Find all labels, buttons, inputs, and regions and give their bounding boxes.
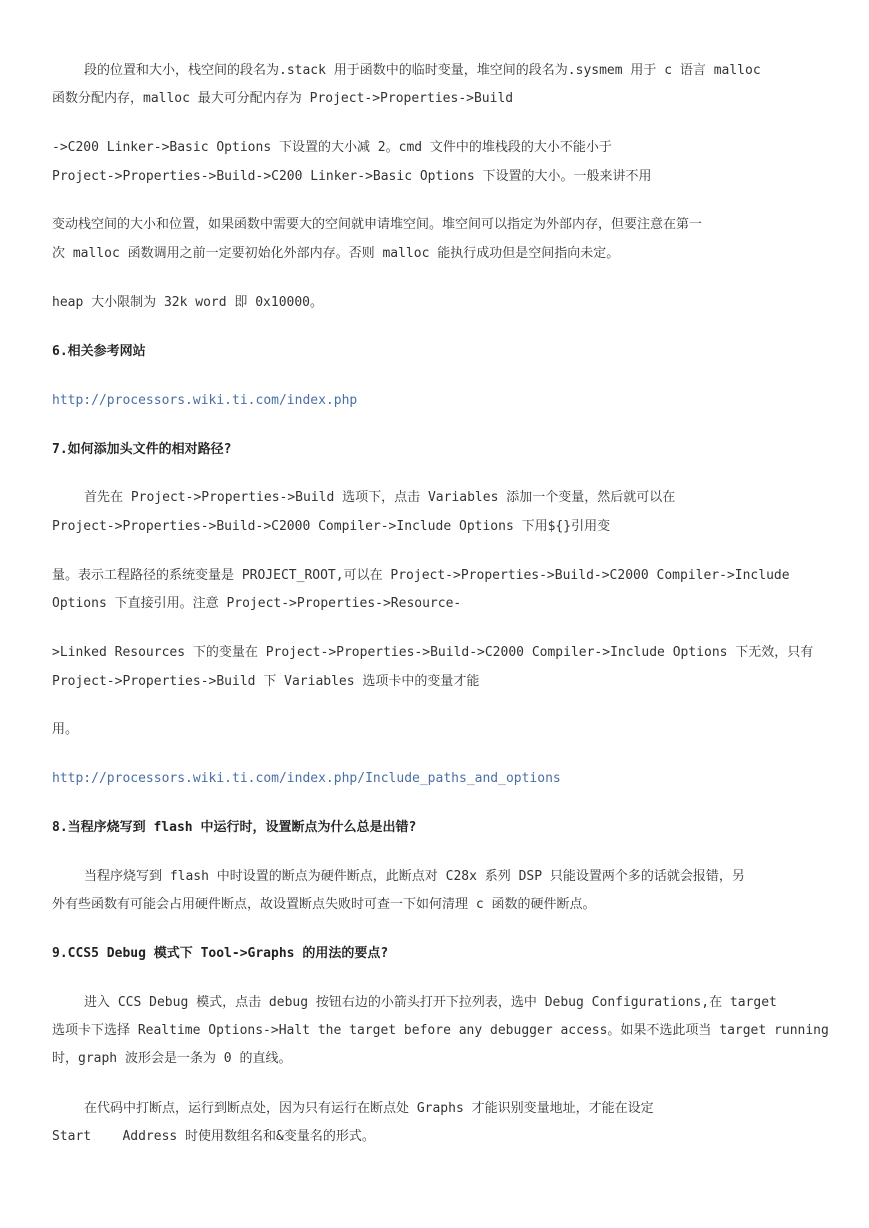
paragraph-line: 函数分配内存，malloc 最大可分配内存为 Project->Properties->Build <box>52 91 514 106</box>
paragraph-line: 量。表示工程路径的系统变量是 PROJECT_ROOT,可以在 Project->Properties->Build->C2000 Compiler->Include <box>52 568 790 583</box>
section-heading-9: 9.CCS5 Debug 模式下 Tool->Graphs 的用法的要点? <box>52 946 389 961</box>
paragraph-line: 用。 <box>52 722 79 737</box>
paragraph-line: 变动栈空间的大小和位置，如果函数中需要大的空间就申请堆空间。堆空间可以指定为外部内存，但要注意在第一 <box>52 217 703 232</box>
paragraph-line: 当程序烧写到 flash 中时设置的断点为硬件断点，此断点对 C28x 系列 DSP 只能设置两个多的话就会报错，另 <box>84 869 745 884</box>
paragraph-line: Project->Properties->Build 下 Variables 选项卡中的变量才能 <box>52 674 480 689</box>
section-heading-6: 6.相关参考网站 <box>52 344 146 359</box>
paragraph-line: ->C200 Linker->Basic Options 下设置的大小减 2。cmd 文件中的堆栈段的大小不能小于 <box>52 140 612 155</box>
paragraph-line: Project->Properties->Build->C200 Linker->Basic Options 下设置的大小。一般来讲不用 <box>52 169 652 184</box>
paragraph-line: heap 大小限制为 32k word 即 0x10000。 <box>52 295 324 310</box>
paragraph-line: 外有些函数有可能会占用硬件断点，故设置断点失败时可查一下如何清理 c 函数的硬件断点。 <box>52 897 596 912</box>
paragraph-line: 首先在 Project->Properties->Build 选项下，点击 Variables 添加一个变量，然后就可以在 <box>84 490 676 505</box>
paragraph-line: 选项卡下选择 Realtime Options->Halt the target before any debugger access。如果不选此项当 target running <box>52 1023 829 1038</box>
paragraph-line: >Linked Resources 下的变量在 Project->Properties->Build->C2000 Compiler->Include Options 下无效，只有 <box>52 645 814 660</box>
paragraph-line: Start Address 时使用数组名和&变量名的形式。 <box>52 1129 375 1144</box>
section-heading-8: 8.当程序烧写到 flash 中运行时，设置断点为什么总是出错? <box>52 820 417 835</box>
reference-link[interactable]: http://processors.wiki.ti.com/index.php/Include_paths_and_options <box>52 771 561 786</box>
paragraph-line: 进入 CCS Debug 模式，点击 debug 按钮右边的小箭头打开下拉列表，选中 Debug Configurations,在 target <box>84 995 777 1010</box>
paragraph-line: 段的位置和大小，栈空间的段名为.stack 用于函数中的临时变量，堆空间的段名为.sysmem 用于 c 语言 malloc <box>84 63 761 78</box>
reference-link[interactable]: http://processors.wiki.ti.com/index.php <box>52 393 358 408</box>
paragraph-line: 次 malloc 函数调用之前一定要初始化外部内存。否则 malloc 能执行成功但是空间指向未定。 <box>52 246 620 261</box>
section-heading-7: 7.如何添加头文件的相对路径? <box>52 442 232 457</box>
paragraph-line: Project->Properties->Build->C2000 Compiler->Include Options 下用${}引用变 <box>52 519 611 534</box>
paragraph-line: 时，graph 波形会是一条为 0 的直线。 <box>52 1051 292 1066</box>
paragraph-line: Options 下直接引用。注意 Project->Properties->Resource- <box>52 596 462 611</box>
paragraph-line: 在代码中打断点，运行到断点处，因为只有运行在断点处 Graphs 才能识别变量地址，才能在设定 <box>84 1101 654 1116</box>
